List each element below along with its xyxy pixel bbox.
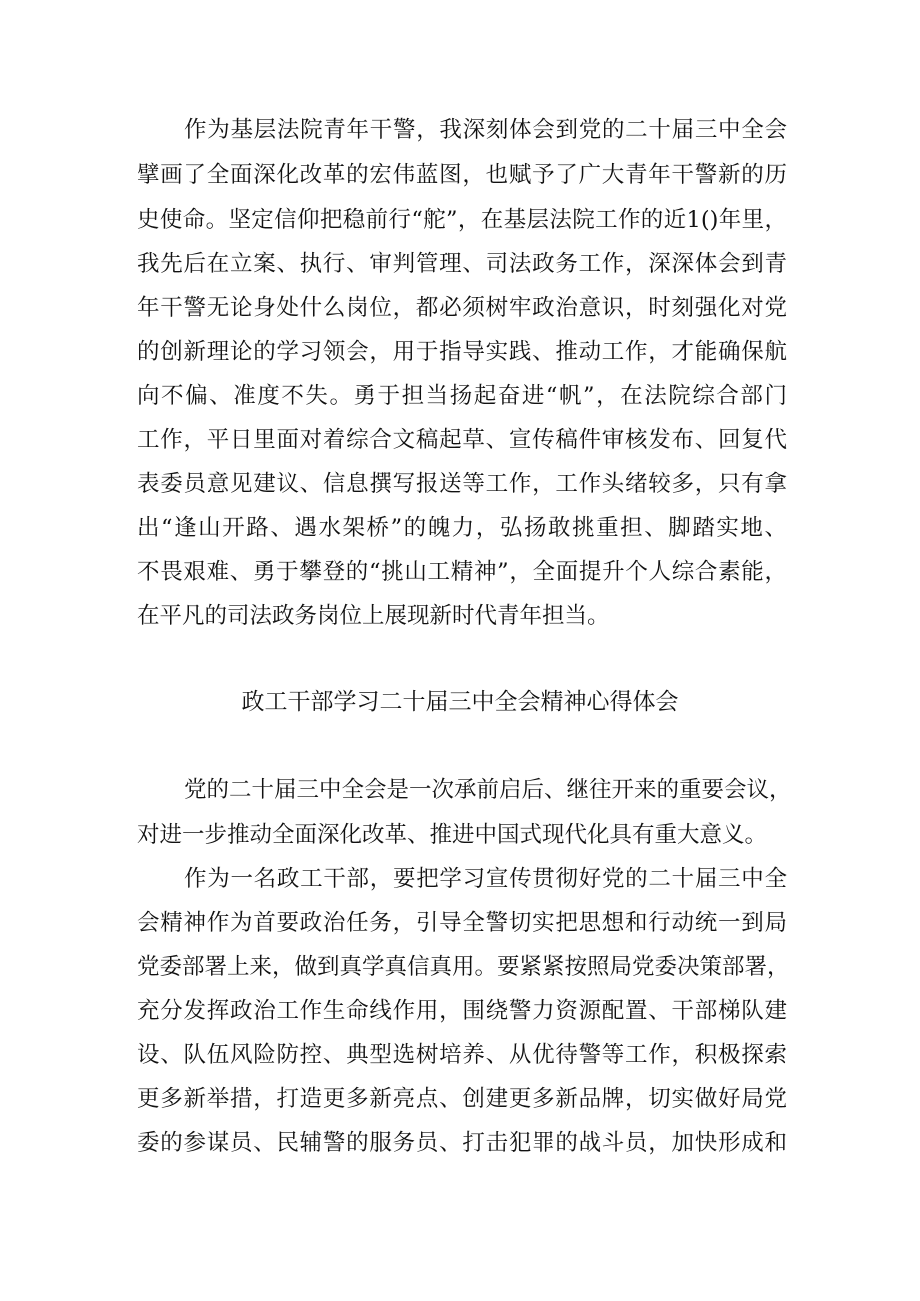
text-line: 会精神作为首要政治任务，引导全警切实把思想和行动统一到局	[137, 910, 787, 936]
text-line: 党委部署上来，做到真学真信真用。要紧紧按照局党委决策部署，	[137, 954, 790, 980]
text-line: 擘画了全面深化改革的宏伟蓝图，也赋予了广大青年干警新的历	[137, 162, 787, 188]
text-line: 设、队伍风险防控、典型选树培养、从优待警等工作，积极探索	[137, 1042, 787, 1068]
text-line: 党的二十届三中全会是一次承前启后、继往开来的重要会议，	[184, 777, 792, 803]
text-line: 工作，平日里面对着综合文稿起草、宣传稿件审核发布、回复代	[137, 427, 787, 453]
text-line: 我先后在立案、执行、审判管理、司法政务工作，深深体会到青	[137, 251, 787, 277]
text-line: 在平凡的司法政务岗位上展现新时代青年担当。	[137, 603, 610, 629]
text-line: 更多新举措，打造更多新亮点、创建更多新品牌，切实做好局党	[137, 1086, 787, 1112]
text-line: 委的参谋员、民辅警的服务员、打击犯罪的战斗员，加快形成和	[137, 1130, 787, 1156]
text-line: 的创新理论的学习领会，用于指导实践、推动工作，才能确保航	[137, 339, 787, 365]
text-line: 史使命。坚定信仰把稳前行“舵”，在基层法院工作的近1()年里，	[137, 207, 787, 233]
text-line: 年干警无论身处什么岗位，都必须树牢政治意识，时刻强化对党	[137, 295, 787, 321]
text-line: 表委员意见建议、信息撰写报送等工作，工作头绪较多，只有拿	[137, 471, 787, 497]
text-line: 作为基层法院青年干警，我深刻体会到党的二十届三中全会	[184, 117, 787, 143]
text-line: 对进一步推动全面深化改革、推进中国式现代化具有重大意义。	[137, 822, 768, 848]
text-line: 充分发挥政治工作生命线作用，围绕警力资源配置、干部梯队建	[137, 998, 787, 1024]
text-line: 向不偏、准度不失。勇于担当扬起奋进“帆”，在法院综合部门	[137, 383, 787, 409]
section-heading: 政工干部学习二十届三中全会精神心得体会	[241, 689, 679, 715]
text-line: 作为一名政工干部，要把学习宣传贯彻好党的二十届三中全	[184, 866, 787, 892]
text-line: 不畏艰难、勇于攀登的“挑山工精神”，全面提升个人综合素能，	[137, 559, 787, 585]
text-line: 出“逢山开路、遇水架桥”的魄力，弘扬敢挑重担、脚踏实地、	[137, 515, 787, 541]
